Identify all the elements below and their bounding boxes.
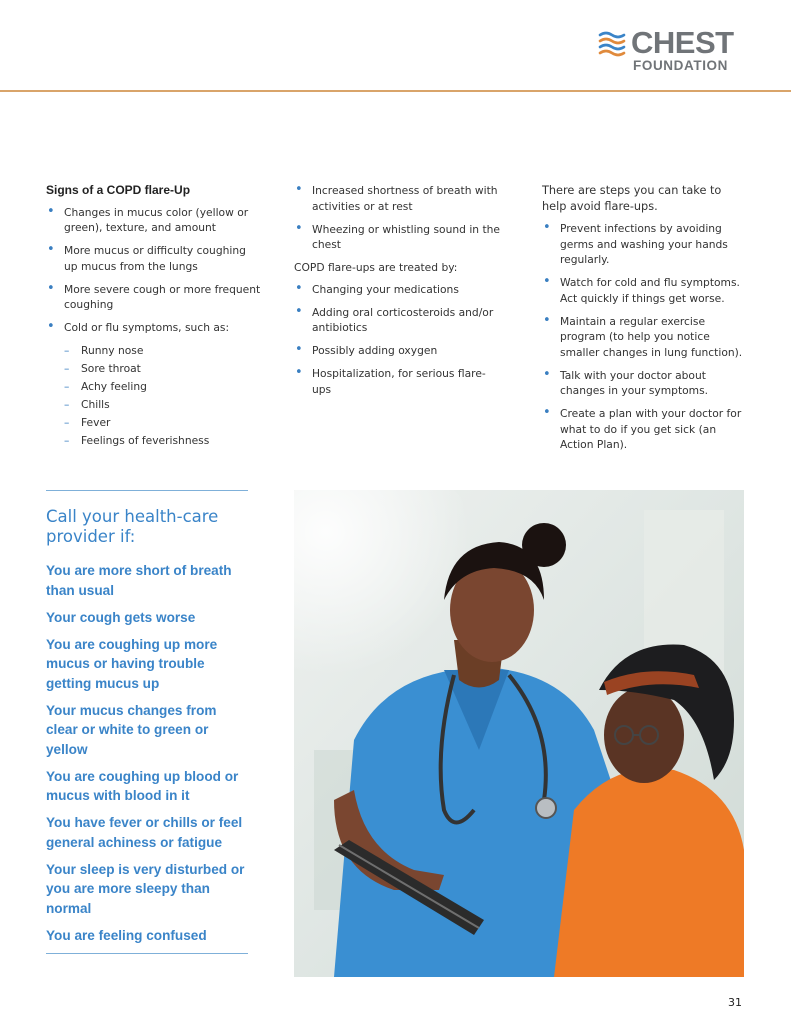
prevention-intro: There are steps you can take to help avoid flare-ups. xyxy=(542,184,722,213)
callout-item: Your sleep is very disturbed or you are more sleepy than normal xyxy=(46,861,245,916)
list-item: • Hospitalization, for serious flare-ups xyxy=(294,366,504,397)
symptom-sublist xyxy=(64,343,261,449)
list-item: • Possibly adding oxygen xyxy=(294,343,504,359)
list-item: • More mucus or difficulty coughing up mucus from the lungs xyxy=(46,243,261,274)
callout-item: You are coughing up blood or mucus with blood in it xyxy=(46,768,239,803)
list-item: • Changes in mucus color (yellow or green), texture, and amount xyxy=(46,205,261,236)
list-item: • Create a plan with your doctor for what to do if you get sick (an Action Plan). xyxy=(542,406,747,453)
list-item: • Maintain a regular exercise program (to help you notice smaller changes in lung function). xyxy=(542,314,747,361)
page-number: 31 xyxy=(728,996,742,1009)
callout-item: You are coughing up more mucus or having trouble getting mucus up xyxy=(46,636,218,691)
sub-list-item: – Feelings of feverishness xyxy=(64,433,261,449)
sub-list-item: – Achy feeling xyxy=(64,379,261,395)
call-provider-callout xyxy=(46,490,248,954)
signs-list xyxy=(46,205,261,449)
nurse-and-patient-photo xyxy=(294,490,744,977)
callout-item: Your mucus changes from clear or white to green or yellow xyxy=(46,702,217,757)
list-item: • Watch for cold and flu symptoms. Act quickly if things get worse. xyxy=(542,275,747,306)
callout-bottom-rule xyxy=(46,953,248,954)
prevention-list xyxy=(542,221,747,453)
sub-list-item: – Fever xyxy=(64,415,261,431)
chest-logo-mark-icon xyxy=(598,30,628,58)
callout-item: You are feeling confused xyxy=(46,927,207,943)
callout-item: You are more short of breath than usual xyxy=(46,563,232,598)
chest-foundation-logo xyxy=(598,25,758,76)
callout-top-rule xyxy=(46,490,248,491)
list-item-text: Cold or flu symptoms, such as: xyxy=(64,321,230,334)
list-item: • Adding oral corticosteroids and/or antibiotics xyxy=(294,305,504,336)
header-rule xyxy=(0,90,791,92)
prevention-column xyxy=(542,183,747,460)
logo-wordmark: CHEST xyxy=(631,25,734,60)
list-item: • Wheezing or whistling sound in the chest xyxy=(294,222,504,253)
treatment-column xyxy=(294,183,504,405)
sub-list-item: – Runny nose xyxy=(64,343,261,359)
list-item: • Talk with your doctor about changes in your symptoms. xyxy=(542,368,747,399)
list-item: • Changing your medications xyxy=(294,282,504,298)
treatment-list xyxy=(294,282,504,398)
list-item xyxy=(46,320,261,448)
treatment-intro: COPD flare-ups are treated by: xyxy=(294,261,458,274)
signs-heading: Signs of a COPD flare-Up xyxy=(46,183,191,197)
callout-title: Call your health-care provider if: xyxy=(46,507,219,546)
callout-item: Your cough gets worse xyxy=(46,609,196,625)
list-item: • Increased shortness of breath with activities or at rest xyxy=(294,183,504,214)
logo-subtitle: FOUNDATION xyxy=(633,58,728,73)
sub-list-item: – Sore throat xyxy=(64,361,261,377)
list-item: • More severe cough or more frequent coughing xyxy=(46,282,261,313)
list-item: • Prevent infections by avoiding germs and washing your hands regularly. xyxy=(542,221,747,268)
signs-column xyxy=(46,183,261,456)
sub-list-item: – Chills xyxy=(64,397,261,413)
photo-illustration xyxy=(294,490,744,977)
callout-item: You have fever or chills or feel general achiness or fatigue xyxy=(46,815,243,850)
signs-continued-list xyxy=(294,183,504,253)
